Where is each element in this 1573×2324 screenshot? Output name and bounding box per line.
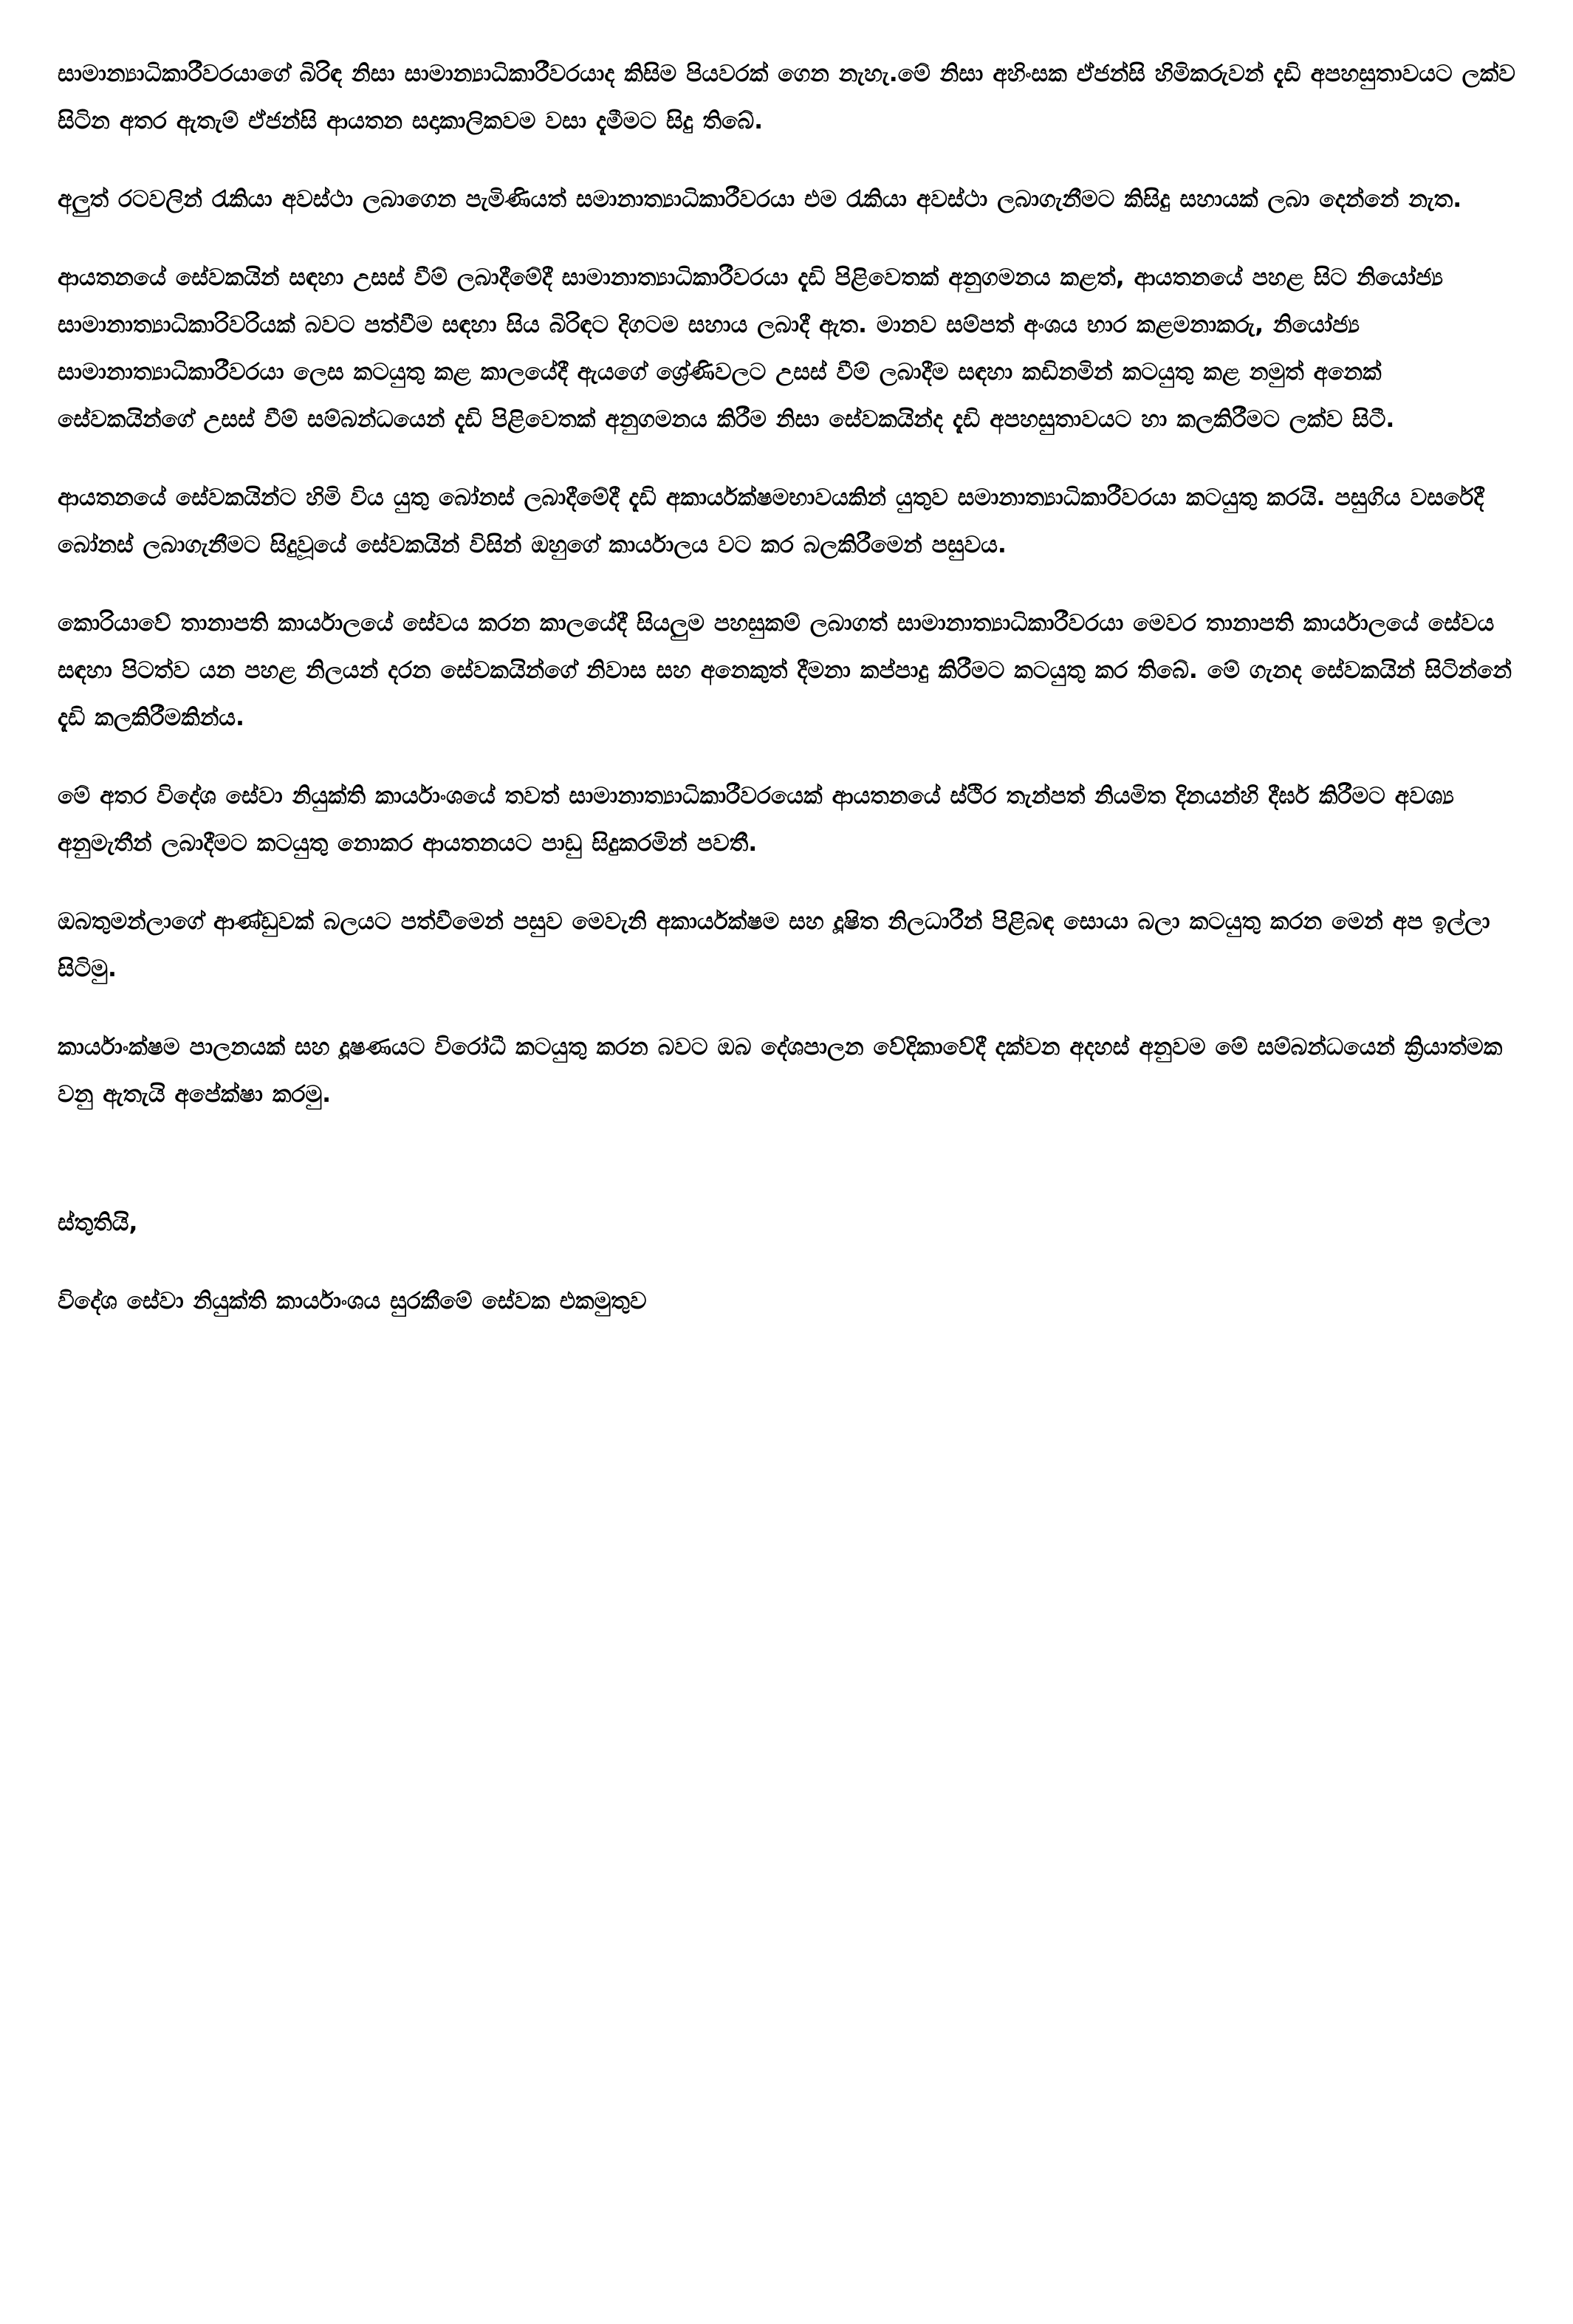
paragraph-bonus: ආයතනයේ සේවකයින්ට හිමි විය යුතු බෝනස් ලබාදීමේදී දැඩි අකාර්යක්ෂමභාවයකින් යුතුව සමානාත්‍යාධිකාරීවරයා කටයුතු කරයි. පසුගිය වසරේදී බෝනස් ලබාගැනීමට සිදුවූයේ සේවකයින් විසින් ඔහුගේ කාර්යාලය වට කර බලකිරීමෙන් පසුවය. xyxy=(58,484,1484,558)
paragraph-expectation: කාර්යාංක්ෂම පාලනයක් සහ දූෂණයට විරෝධී කටයුතු කරන බවට ඔබ දේශපාලන වේදිකාවේදී දක්වන අදහස් අනුවම මේ සම්බන්ධයෙන් ක්‍රියාත්මක වනු ඇතැයි අපේක්ෂා කරමු. xyxy=(58,1034,1503,1108)
paragraph-manager-wife: සාමාන්‍යාධිකාරීවරයාගේ බිරිඳ නිසා සාමාන්‍යාධිකාරීවරයාද කිසිම පියවරක් ගෙන නැහැ.මේ නිසා අහිංසක ඒජන්සි හිමිකරුවන් දැඩි අපහසුතාවයට ලක්ව සිටින අතර ඇතැම් ඒජන්සි ආයතන සදාකාලිකවම වසා දැමීමට සිදු තිබේ. xyxy=(58,61,1515,134)
paragraph-request: ඔබතුමන්ලාගේ ආණ්ඩුවක් බලයට පත්වීමෙන් පසුව මෙවැනි අකාර්යක්ෂම සහ දූෂිත නිලධාරීන් පිළිබඳ සොයා බලා කටයුතු කරන මෙන් අප ඉල්ලා සිටිමු. xyxy=(58,908,1490,982)
paragraph-promotions: ආයතනයේ සේවකයින් සඳහා උසස් වීම් ලබාදීමේදී සාමානාත්‍යාධිකාරීවරයා දැඩි පිළිවෙතක් අනුගමනය කළත්, ආයතනයේ පහළ සිට නියෝජ්‍ය සාමානාත්‍යාධිකාරිවරියක් බවට පත්වීම සඳහා සිය බිරිඳට දිගටම සහාය ලබාදී ඇත. මානව සම්පත් අංශය භාර කළමනාකරු, නියෝජ්‍ය සාමානාත්‍යාධිකාරීවරයා ලෙස කටයුතු කළ කාලයේදී ඇයගේ ශ්‍රේණිවලට උසස් වීම් ලබාදීම සඳහා කඩිනමින් කටයුතු කළ නමුත් අනෙක් සේවකයින්ගේ උසස් වීම් සම්බන්ධයෙන් දැඩි පිළිවෙතක් අනුගමනය කිරීම නිසා සේවකයින්ද දැඩි අපහසුතාවයට හා කලකිරීමට ලක්ව සිටී. xyxy=(58,264,1443,433)
closing-thanks: ස්තුතියි, xyxy=(58,1210,138,1236)
paragraph-korea-embassy: කොරියාවේ තානාපති කාර්යාලයේ සේවය කරන කාලයේදී සියලුම පහසුකම් ලබාගත් සාමානාත්‍යාධිකාරීවරයා මෙවර තානාපති කාර්යාලයේ සේවය සඳහා පිටත්ව යන පහළ නිලයන් දරන සේවකයින්ගේ නිවාස සහ අනෙකුත් දීමනා කප්පාදු කිරීමට කටයුතු කර තිබේ. මේ ගැනද සේවකයින් සිටින්නේ දැඩි කලකිරීමකින්ය. xyxy=(58,610,1512,731)
signature: විදේශ සේවා නියුක්ති කාර්යාංශය සුරකීමේ සේවක එකමුතුව xyxy=(58,1288,647,1314)
paragraph-fixed-deposits: මේ අතර විදේශ සේවා නියුක්ති කාර්යාංශයේ තවත් සාමානාත්‍යාධිකාරීවරයෙක් ආයතනයේ ස්ථිර තැන්පත් නියමිත දිනයන්හි දීර්ඝ කිරීමට අවශ්‍ය අනුමැතීන් ලබාදීමට කටයුතු නොකර ආයතනයට පාඩු සිදුකරමින් පවතී. xyxy=(58,783,1454,857)
paragraph-new-countries: අලුත් රටවලින් රැකියා අවස්ථා ලබාගෙන පැමිණියත් සමානාත්‍යාධිකාරීවරයා එම රැකියා අවස්ථා ලබාගැනීමට කිසිදු සහායක් ලබා දෙන්නේ නැත. xyxy=(58,186,1462,213)
letter-body xyxy=(58,50,1520,1325)
